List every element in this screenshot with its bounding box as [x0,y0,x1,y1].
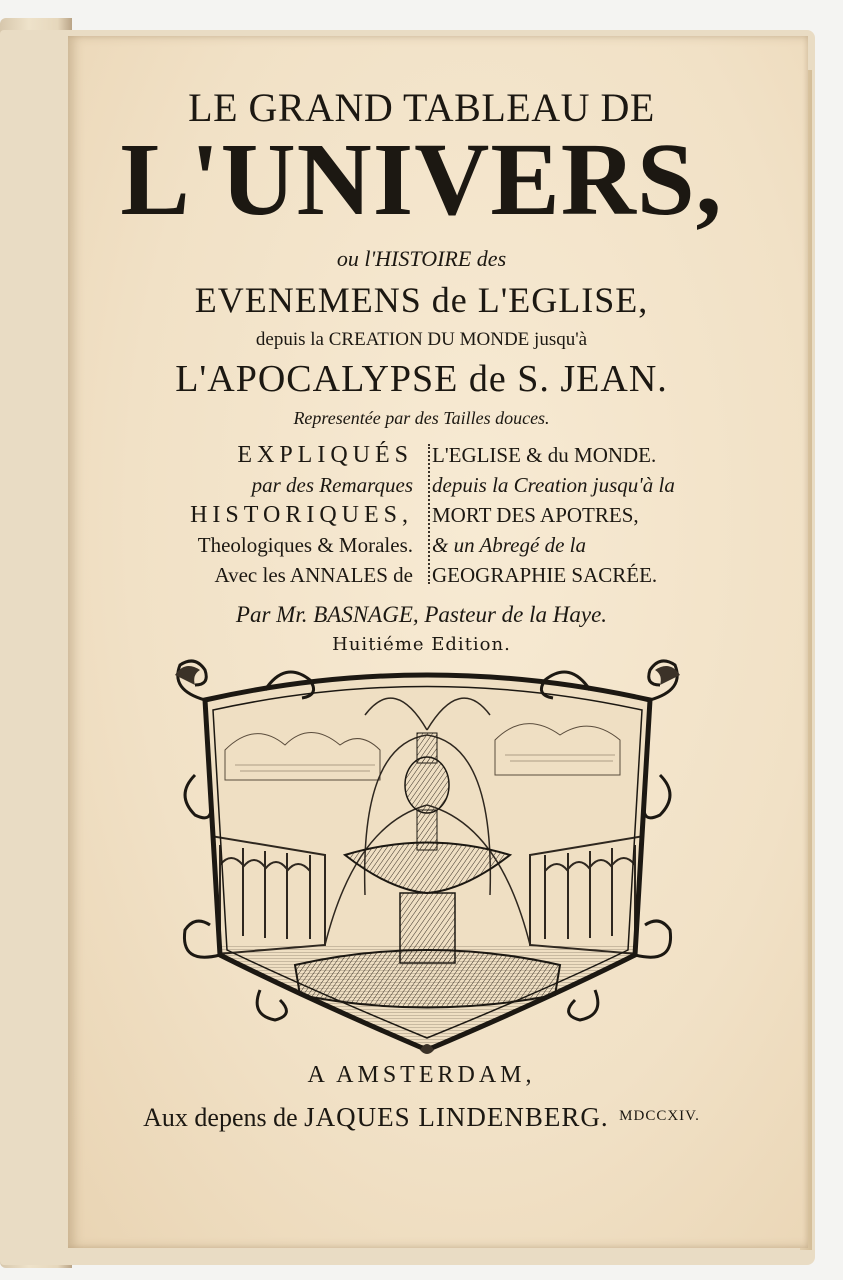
title-line-1: LE GRAND TABLEAU DE [188,85,655,130]
publisher-prefix: Aux depens de [143,1103,298,1132]
title-line-6: L'APOCALYPSE de S. JEAN. [175,358,668,400]
right-col-line: MORT DES APOTRES, [432,503,639,527]
left-col-line: Theologiques & Morales. [197,533,413,557]
title-line-5: depuis la CREATION DU MONDE jusqu'à [255,329,588,350]
publisher-name: JAQUES LINDENBERG. [304,1102,609,1132]
right-col-line: GEOGRAPHIE SACRÉE. [432,563,658,587]
title-line-3: ou l'HISTOIRE des [336,246,507,271]
title-main: L'UNIVERS, [120,122,723,237]
imprint-city: A AMSTERDAM, [307,1062,536,1088]
right-col-line: & un Abregé de la [432,533,586,557]
left-col-line: par des Remarques [251,473,413,497]
left-col-line: Avec les ANNALES de [214,563,413,587]
author-line: Par Mr. BASNAGE, Pasteur de la Haye. [235,602,608,627]
left-column [190,440,413,590]
left-col-line: EXPLIQUÉS [237,442,413,468]
imprint-publisher-line [0,1102,843,1133]
edition-line: Huitiéme Edition. [332,634,511,655]
publication-year: MDCCXIV. [619,1108,700,1124]
left-col-line: HISTORIQUES, [190,502,413,528]
title-line-4: EVENEMENS de L'EGLISE, [194,280,649,320]
title-line-7: Representée par des Tailles douces. [293,408,550,428]
column-divider [428,444,430,584]
right-col-line: L'EGLISE & du MONDE. [432,443,657,467]
right-col-line: depuis la Creation jusqu'à la [432,473,675,497]
right-column [432,440,675,590]
fountain-engraving-vignette [165,655,690,1060]
